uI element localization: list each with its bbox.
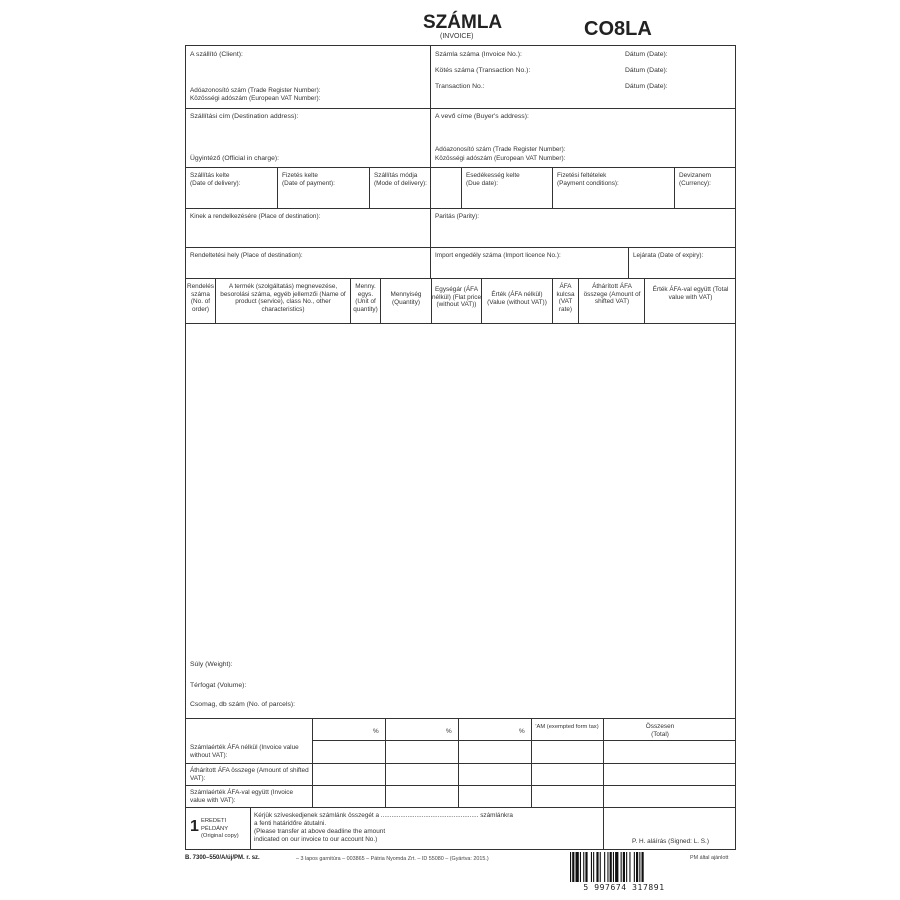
col-unit-price: Egységár (ÁFA nélkül) (Flat price (without VAT)) xyxy=(432,286,482,308)
transfer-request-line4: indicated on our invoice to our account No.) xyxy=(254,836,378,843)
barcode-bar xyxy=(629,852,630,882)
col-value-without-vat: Érték (ÁFA nélkül) (Value (without VAT)) xyxy=(487,291,547,306)
barcode-bar xyxy=(621,852,622,882)
col-shifted-vat: Áthárított ÁFA összege (Amount of shifted VAT) xyxy=(583,283,641,305)
weight-label[interactable]: Súly (Weight): xyxy=(190,661,233,668)
transfer-request-line1: Kérjük szíveskedjenek számlánk összegét a ....................................................... számlánkra xyxy=(254,812,513,819)
form-code: CO8LA xyxy=(584,18,652,40)
original-copy-label: EREDETI PÉLDÁNY (Original copy) xyxy=(201,818,239,839)
col-quantity: Mennyiség (Quantity) xyxy=(390,291,422,306)
invoice-value-without-vat-label: Számlaérték ÁFA nélkül (Invoice value without VAT): xyxy=(190,744,299,759)
official-label[interactable]: Ügyintéző (Official in charge): xyxy=(190,155,280,162)
mode-of-delivery-label[interactable]: Szállítás módja (Mode of delivery): xyxy=(374,172,427,187)
barcode-bar xyxy=(626,852,627,882)
client-trade-reg-label: Adóazonosító szám (Trade Register Number): xyxy=(190,87,321,94)
barcode-bar xyxy=(583,852,584,882)
signature-label: P. H. aláírás (Signed: L. S.) xyxy=(632,838,709,845)
col-unit: Menny. egys. (Unit of quantity) xyxy=(353,283,378,313)
invoice-title: SZÁMLA xyxy=(423,12,503,33)
total-label: Összesen (Total) xyxy=(645,723,675,738)
barcode-bar xyxy=(593,852,594,882)
buyer-eu-vat-label: Közösségi adószám (European VAT Number): xyxy=(435,155,566,162)
barcode-image xyxy=(566,852,682,884)
form-meta: – 3 lapos garnitúra – 003865 – Pátria Nyomda Zrt. – ID 55080 – (Gyártva: 2015.) xyxy=(296,856,489,862)
barcode-bar xyxy=(591,852,592,882)
barcode-bar xyxy=(570,852,571,882)
client-eu-vat-label: Közösségi adószám (European VAT Number): xyxy=(190,95,321,102)
transaction-no-label[interactable]: Transaction No.: xyxy=(435,83,485,90)
approved-label: PM által ajánlott xyxy=(690,855,729,861)
barcode xyxy=(566,852,682,892)
barcode-bar xyxy=(615,852,618,882)
volume-label[interactable]: Térfogat (Volume): xyxy=(190,682,247,689)
vat-pct-3: % xyxy=(519,728,525,735)
date-of-delivery-label[interactable]: Szállítás kelte (Date of delivery): xyxy=(190,172,241,187)
due-date-label[interactable]: Esedékesség kelte (Due date): xyxy=(466,172,520,187)
parity-label[interactable]: Paritás (Parity): xyxy=(435,213,480,220)
form-number: B. 7300–550/A/új/PM. r. sz. xyxy=(185,855,260,861)
barcode-bar xyxy=(604,852,605,882)
place-of-destination-label[interactable]: Rendeltetési hely (Place of destination): xyxy=(190,252,303,259)
date-label-2[interactable]: Dátum (Date): xyxy=(625,67,668,74)
date-label-3[interactable]: Dátum (Date): xyxy=(625,83,668,90)
transfer-request-line3: (Please transfer at above deadline the amount xyxy=(254,828,386,835)
place-of-destination-to-label[interactable]: Kinek a rendelkezésére (Place of destination): xyxy=(190,213,321,220)
invoice-subtitle: (INVOICE) xyxy=(440,33,474,40)
barcode-bar xyxy=(623,852,625,882)
barcode-bar xyxy=(572,852,574,882)
col-order-no: Rendelés száma (No. of order) xyxy=(186,283,214,313)
expiry-label[interactable]: Lejárata (Date of expiry): xyxy=(633,252,704,259)
barcode-bar xyxy=(642,852,644,882)
barcode-bar xyxy=(576,852,579,882)
client-label: A szállító (Client): xyxy=(190,51,243,58)
barcode-bar xyxy=(600,852,601,882)
barcode-bar xyxy=(636,852,638,882)
vat-pct-2: % xyxy=(446,728,452,735)
invoice-value-with-vat-label: Számlaérték ÁFA-val együtt (Invoice value with VAT): xyxy=(190,789,294,804)
barcode-bar xyxy=(634,852,635,882)
barcode-bar xyxy=(639,852,640,882)
import-licence-label[interactable]: Import engedély száma (Import licence No.): xyxy=(435,252,561,259)
col-total-with-vat: Érték ÁFA-val együtt (Total value with VAT) xyxy=(652,286,729,301)
parcels-label[interactable]: Csomag, db szám (No. of parcels): xyxy=(190,701,296,708)
date-label-1[interactable]: Dátum (Date): xyxy=(625,51,668,58)
items-area[interactable] xyxy=(186,324,735,654)
barcode-bar xyxy=(613,852,614,882)
barcode-digits: 5 997674 317891 xyxy=(583,883,665,892)
shifted-vat-label: Áthárított ÁFA összege (Amount of shifted VAT): xyxy=(190,767,309,782)
date-of-payment-label[interactable]: Fizetés kelte (Date of payment): xyxy=(282,172,335,187)
payment-conditions-label[interactable]: Fizetési feltételek (Payment conditions): xyxy=(557,172,619,187)
currency-label[interactable]: Devizanem (Currency): xyxy=(679,172,711,187)
barcode-bar xyxy=(580,852,581,882)
destination-address-label[interactable]: Szállítási cím (Destination address): xyxy=(190,113,299,120)
buyer-address-label[interactable]: A vevő címe (Buyer's address): xyxy=(435,113,529,120)
barcode-bar xyxy=(607,852,608,882)
vat-pct-1: % xyxy=(373,728,379,735)
invoice-no-label[interactable]: Számla száma (Invoice No.): xyxy=(435,51,522,58)
col-vat-rate: ÁFA kulcsa (VAT rate) xyxy=(556,283,575,313)
barcode-bar xyxy=(585,852,587,882)
buyer-trade-reg-label: Adóazonosító szám (Trade Register Number): xyxy=(435,146,566,153)
copy-number: 1 xyxy=(190,818,199,835)
transfer-request-line2: a fenti határidőre átutalni. xyxy=(254,820,327,827)
exempted-label: 'AM (exempted form tax) xyxy=(535,724,599,730)
transaction-no-hu-label[interactable]: Kötés száma (Transaction No.): xyxy=(435,67,531,74)
col-product-name: A termék (szolgáltatás) megnevezése, besorolási száma, egyéb jellemzői (Name of product (service), class No., other characteristics) xyxy=(220,283,346,313)
barcode-bar xyxy=(596,852,598,882)
barcode-bar xyxy=(610,852,612,882)
